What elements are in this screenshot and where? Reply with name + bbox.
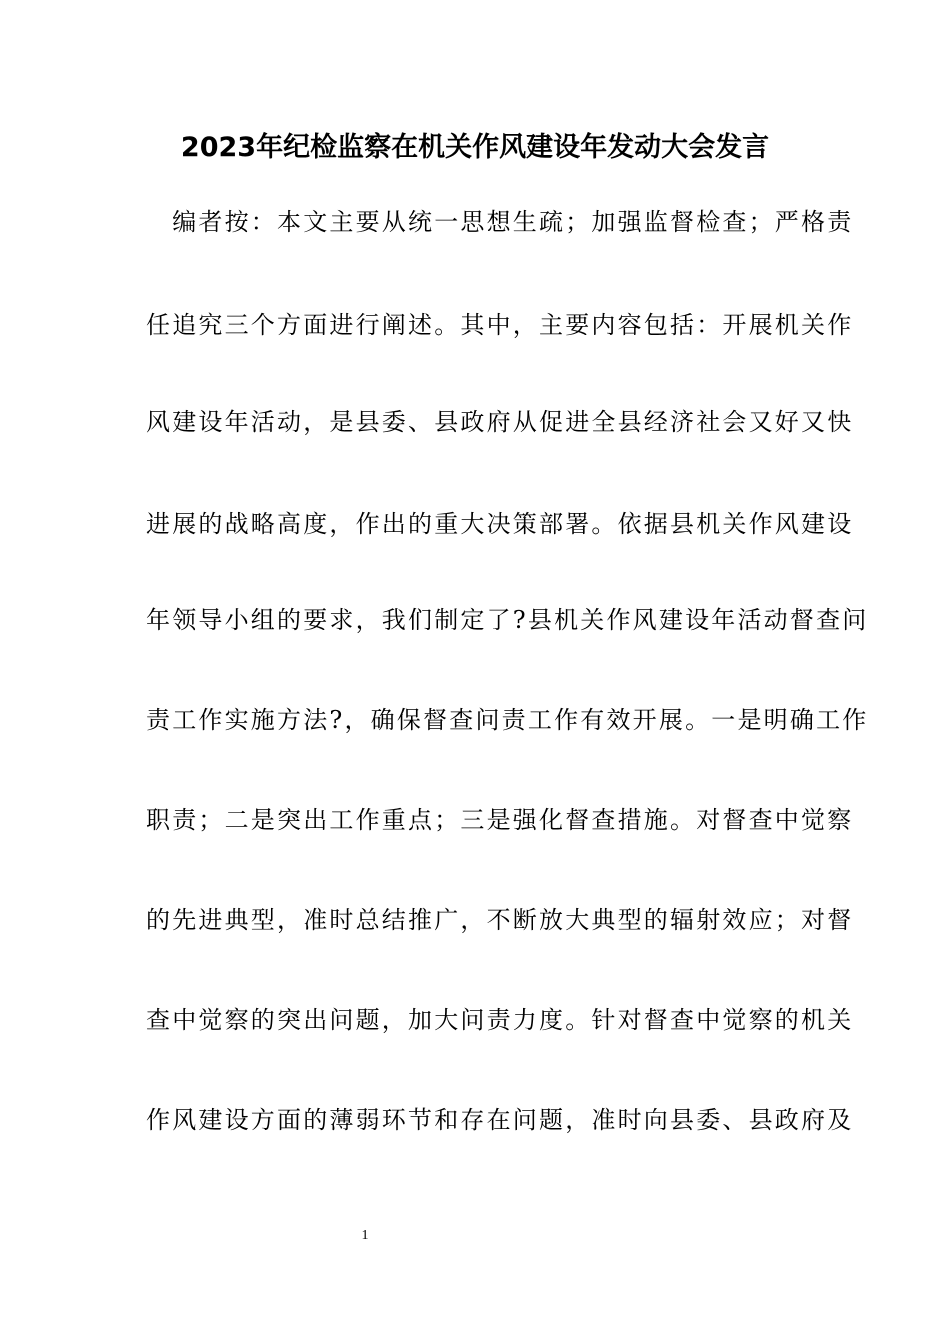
body-text-line: 风建设年活动，是县委、县政府从促进全县经济社会又好又快 xyxy=(146,408,854,436)
body-text-line: 编者按：本文主要从统一思想生疏；加强监督检查；严格责 xyxy=(146,208,854,236)
body-text-line: 任追究三个方面进行阐述。其中，主要内容包括：开展机关作 xyxy=(146,311,854,339)
body-text-line: 进展的战略高度，作出的重大决策部署。依据县机关作风建设 xyxy=(146,510,854,538)
body-text-line: 年领导小组的要求，我们制定了?县机关作风建设年活动督查问 xyxy=(146,606,869,634)
body-text-line: 职责；二是突出工作重点；三是强化督查措施。对督查中觉察 xyxy=(146,806,854,834)
body-text-line: 作风建设方面的薄弱环节和存在问题，准时向县委、县政府及 xyxy=(146,1106,854,1134)
document-title: 2023年纪检监察在机关作风建设年发动大会发言 xyxy=(180,132,770,163)
body-text-line: 的先进典型，准时总结推广，不断放大典型的辐射效应；对督 xyxy=(146,906,854,934)
body-text-line: 查中觉察的突出问题，加大问责力度。针对督查中觉察的机关 xyxy=(146,1006,854,1034)
page-number: 1 xyxy=(361,1228,369,1243)
body-text-line: 责工作实施方法?，确保督查问责工作有效开展。一是明确工作 xyxy=(146,706,869,734)
